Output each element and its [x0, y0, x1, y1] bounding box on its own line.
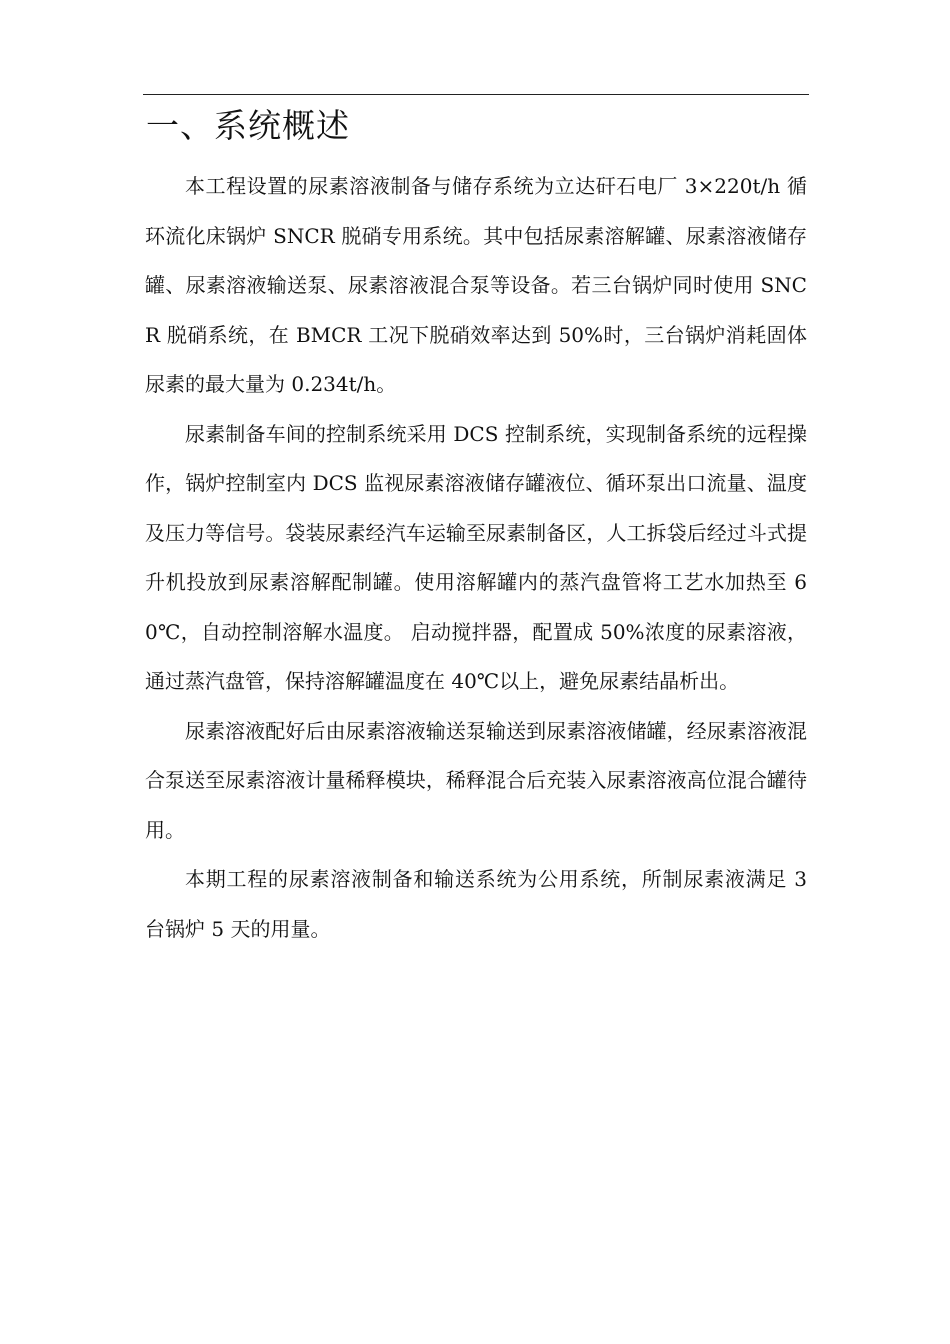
paragraph-delivery: 尿素溶液配好后由尿素溶液输送泵输送到尿素溶液储罐，经尿素溶液混合泵送至尿素溶液计量稀释模块，稀释混合后充装入尿素溶液高位混合罐待用。	[145, 718, 807, 842]
body-text	[145, 162, 807, 954]
paragraph-control-system: 尿素制备车间的控制系统采用 DCS 控制系统，实现制备系统的远程操作，锅炉控制室内 DCS 监视尿素溶液储存罐液位、循环泵出口流量、温度及压力等信号。袋装尿素经汽车运输至尿素制备区，人工拆袋后经过斗式提升机投放到尿素溶解配制罐。使用溶解罐内的蒸汽盘管将工艺水加热至 60℃，自动控制溶解水温度。 启动搅拌器，配置成 50%浓度的尿素溶液，通过蒸汽盘管，保持溶解罐温度在 40℃以上，避免尿素结晶析出。	[145, 421, 807, 693]
paragraph-capacity: 本期工程的尿素溶液制备和输送系统为公用系统，所制尿素液满足 3 台锅炉 5 天的用量。	[145, 867, 807, 941]
section-title: 一、系统概述	[146, 106, 350, 145]
header-rule	[143, 94, 809, 95]
paragraph-overview: 本工程设置的尿素溶液制备与储存系统为立达矸石电厂 3×220t/h 循环流化床锅炉 SNCR 脱硝专用系统。其中包括尿素溶解罐、尿素溶液储存罐、尿素溶液输送泵、尿素溶液混合泵等设备。若三台锅炉同时使用 SNCR 脱硝系统，在 BMCR 工况下脱硝效率达到 50%时，三台锅炉消耗固体尿素的最大量为 0.234t/h。	[145, 174, 807, 396]
